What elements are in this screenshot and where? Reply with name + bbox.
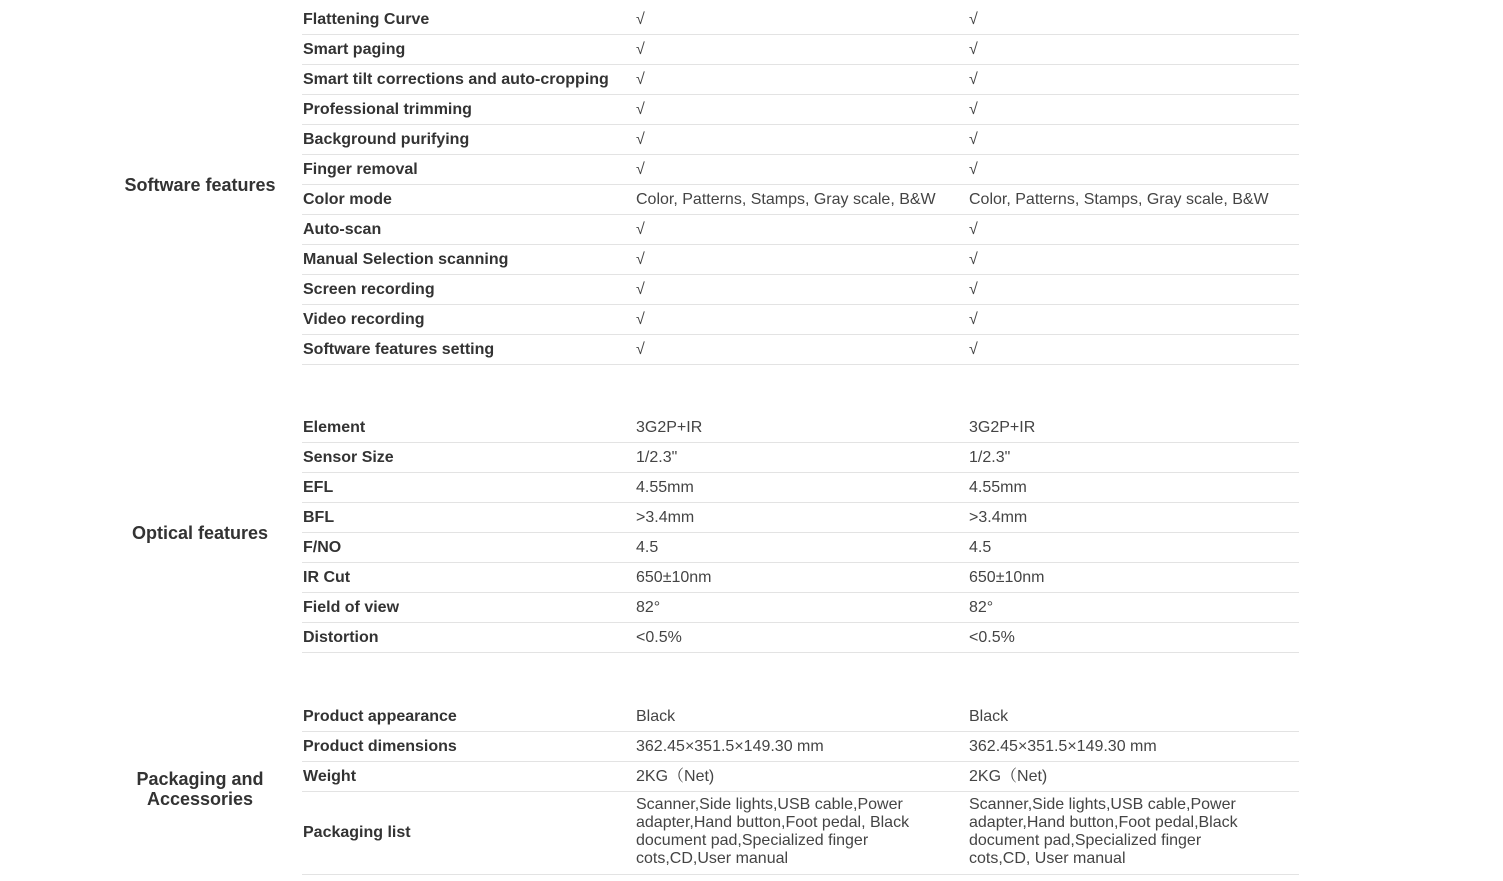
spec-row (302, 125, 1299, 155)
spec-rows-packaging (302, 702, 1299, 875)
spec-value-model-1: Black (636, 708, 676, 725)
spec-row (302, 35, 1299, 65)
spec-row (302, 563, 1299, 593)
spec-value-model-1: 1/2.3" (636, 449, 678, 466)
spec-value-model-1: √ (636, 71, 645, 88)
spec-row (302, 305, 1299, 335)
spec-value-model-2: √ (969, 11, 978, 28)
spec-row (302, 732, 1299, 762)
spec-value-model-1: <0.5% (636, 629, 682, 646)
spec-label: EFL (303, 479, 334, 496)
spec-value-model-2: 3G2P+IR (969, 419, 1036, 436)
spec-value-model-1: 362.45×351.5×149.30 mm (636, 738, 824, 755)
spec-row (302, 413, 1299, 443)
spec-value-model-2: 4.5 (969, 539, 992, 556)
spec-rows-software (302, 5, 1299, 365)
spec-label: Weight (303, 768, 357, 785)
spec-value-model-1: 650±10nm (636, 569, 712, 586)
spec-value-model-2: 2KG（Net) (969, 768, 1048, 785)
spec-label: Screen recording (303, 281, 435, 298)
spec-value-model-1: 3G2P+IR (636, 419, 703, 436)
spec-label: Product appearance (303, 708, 457, 725)
spec-row (302, 245, 1299, 275)
spec-value-model-2: Scanner,Side lights,USB cable,Power adapter,Hand button,Foot pedal,Black document pad,Specialized finger cots,CD, User manual (969, 796, 1238, 867)
spec-row (302, 5, 1299, 35)
spec-row (302, 623, 1299, 653)
spec-value-model-1: Scanner,Side lights,USB cable,Power adapter,Hand button,Foot pedal, Black document pad,Specialized finger cots,CD,User manual (636, 796, 910, 867)
spec-rows-optical (302, 413, 1299, 653)
spec-row (302, 275, 1299, 305)
spec-value-model-2: >3.4mm (969, 509, 1028, 526)
section-title-line-2: Accessories (146, 789, 254, 809)
spec-value-model-1: √ (636, 11, 645, 28)
spec-value-model-1: Color, Patterns, Stamps, Gray scale, B&W (636, 191, 936, 208)
spec-value-model-2: √ (969, 251, 978, 268)
spec-label: BFL (303, 509, 335, 526)
optical-features-section (0, 413, 1503, 653)
spec-value-model-2: <0.5% (969, 629, 1015, 646)
spec-value-model-2: √ (969, 341, 978, 358)
spec-value-model-1: √ (636, 341, 645, 358)
spec-value-model-2: 650±10nm (969, 569, 1045, 586)
spec-label: Manual Selection scanning (303, 251, 509, 268)
spec-label: Auto-scan (303, 221, 382, 238)
spec-value-model-2: √ (969, 161, 978, 178)
spec-row (302, 593, 1299, 623)
spec-label: Field of view (303, 599, 400, 616)
spec-value-model-1: 2KG（Net) (636, 768, 715, 785)
spec-row (302, 65, 1299, 95)
spec-value-model-2: √ (969, 221, 978, 238)
spec-label: Sensor Size (303, 449, 394, 466)
spec-row (302, 762, 1299, 792)
spec-value-model-1: √ (636, 251, 645, 268)
spec-value-model-2: √ (969, 41, 978, 58)
spec-value-model-2: Color, Patterns, Stamps, Gray scale, B&W (969, 191, 1269, 208)
spec-row (302, 185, 1299, 215)
spec-label: F/NO (303, 539, 342, 556)
spec-row (302, 443, 1299, 473)
spec-value-model-1: √ (636, 311, 645, 328)
spec-label: Background purifying (303, 131, 470, 148)
spec-value-model-2: √ (969, 281, 978, 298)
spec-row (302, 215, 1299, 245)
spec-value-model-2: √ (969, 71, 978, 88)
spec-label: IR Cut (303, 569, 351, 586)
spec-label: Element (303, 419, 366, 436)
spec-row (302, 792, 1299, 875)
spec-value-model-2: 1/2.3" (969, 449, 1011, 466)
spec-row (302, 95, 1299, 125)
spec-value-model-1: 4.5 (636, 539, 659, 556)
spec-value-model-1: √ (636, 41, 645, 58)
spec-value-model-2: 82° (969, 599, 994, 616)
spec-value-model-1: √ (636, 221, 645, 238)
packaging-section (0, 702, 1503, 876)
spec-label: Flattening Curve (303, 11, 430, 28)
spec-value-model-2: 362.45×351.5×149.30 mm (969, 738, 1157, 755)
spec-value-model-1: 4.55mm (636, 479, 694, 496)
spec-label: Packaging list (303, 824, 411, 841)
spec-label: Professional trimming (303, 101, 472, 118)
spec-row (302, 155, 1299, 185)
spec-value-model-2: √ (969, 311, 978, 328)
spec-row (302, 335, 1299, 365)
spec-row (302, 473, 1299, 503)
spec-label: Smart tilt corrections and auto-cropping (303, 71, 609, 88)
spec-value-model-1: >3.4mm (636, 509, 695, 526)
spec-row (302, 533, 1299, 563)
spec-row (302, 503, 1299, 533)
spec-value-model-1: √ (636, 161, 645, 178)
spec-value-model-2: √ (969, 101, 978, 118)
spec-value-model-2: 4.55mm (969, 479, 1027, 496)
spec-value-model-1: 82° (636, 599, 661, 616)
section-title-software: Software features (124, 175, 276, 195)
spec-label: Finger removal (303, 161, 418, 178)
software-features-section (0, 5, 1503, 365)
spec-label: Color mode (303, 191, 392, 208)
section-title-packaging (100, 769, 300, 809)
spec-label: Software features setting (303, 341, 495, 358)
spec-label: Video recording (303, 311, 425, 328)
spec-label: Smart paging (303, 41, 406, 58)
spec-value-model-1: √ (636, 281, 645, 298)
section-title-line-1: Packaging and (136, 769, 264, 789)
section-title-optical: Optical features (131, 523, 269, 543)
spec-label: Distortion (303, 629, 379, 646)
spec-row (302, 702, 1299, 732)
spec-value-model-1: √ (636, 131, 645, 148)
spec-value-model-2: √ (969, 131, 978, 148)
spec-label: Product dimensions (303, 738, 457, 755)
spec-value-model-1: √ (636, 101, 645, 118)
spec-value-model-2: Black (969, 708, 1009, 725)
